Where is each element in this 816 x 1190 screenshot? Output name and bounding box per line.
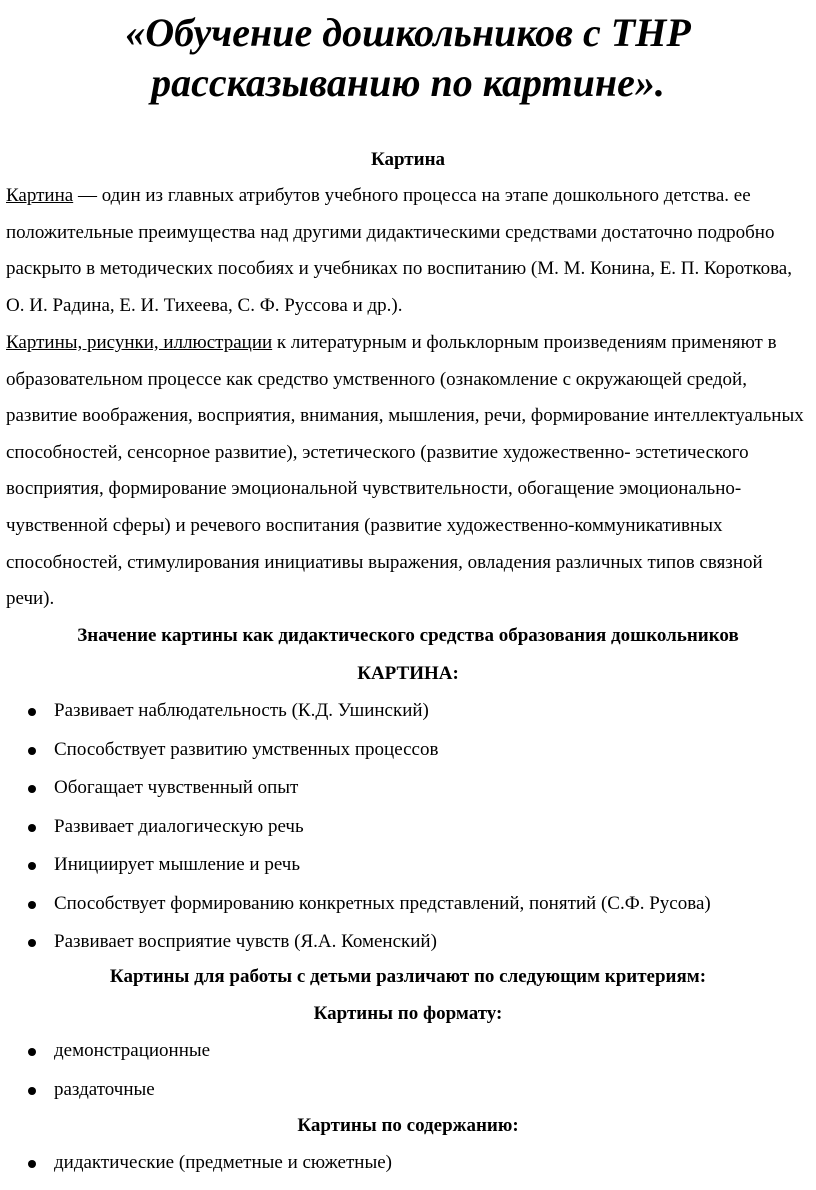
- paragraph-illustrations-text: к литературным и фольклорным произведениям применяют в образовательном процессе как средство умственного (ознакомление с окружающей средой, развитие воображения, восприятия, внимания, мышления, речи, формирование интеллектуальных способностей, сенсорное развитие), эстетического (развитие художественно- эстетического восприятия, формирование эмоциональной чувствительности, обогащение эмоционально-чувственной сферы) и речевого воспитания (развитие художественно-коммуникативных способностей, стимулирования инициативы выражения, овладения различных типов связной речи).: [6, 332, 804, 610]
- list-item: Обогащает чувственный опыт: [0, 776, 816, 815]
- paragraph-kartina: [6, 178, 812, 324]
- bullet-icon: [28, 747, 36, 755]
- subheading-kartina-caps: КАРТИНА:: [357, 663, 459, 684]
- term-kartina: Картина: [6, 185, 74, 206]
- list-item: Развивает диалогическую речь: [0, 815, 816, 854]
- bullet-icon: [28, 1048, 36, 1056]
- bullet-icon: [28, 939, 36, 947]
- list-item: Развивает наблюдательность (К.Д. Ушинский): [0, 699, 816, 738]
- section-heading-didactic-value: Значение картины как дидактического средства образования дошкольников: [77, 625, 739, 646]
- format-list: [0, 1039, 816, 1116]
- kartina-benefits-list: [0, 699, 816, 969]
- list-item: демонстрационные: [0, 1039, 816, 1078]
- subheading-by-content: Картины по содержанию:: [297, 1115, 519, 1136]
- document-title: [0, 8, 816, 108]
- bullet-icon: [28, 1087, 36, 1095]
- term-illustrations: Картины, рисунки, иллюстрации: [6, 332, 273, 353]
- list-item: Способствует развитию умственных процессов: [0, 738, 816, 777]
- paragraph-kartina-text: — один из главных атрибутов учебного процесса на этапе дошкольного детства. ее положительные преимущества над другими дидактическими средствами достаточно подробно раскрыто в методических пособиях и учебниках по воспитанию (М. М. Конина, Е. П. Короткова, О. И. Радина, Е. И. Тихеева, С. Ф. Руссова и др.).: [6, 185, 792, 316]
- bullet-icon: [28, 708, 36, 716]
- section-heading-criteria: Картины для работы с детьми различают по следующим критериям:: [109, 966, 707, 987]
- content-list: [0, 1151, 816, 1190]
- bullet-icon: [28, 901, 36, 909]
- paragraph-illustrations: [6, 325, 812, 618]
- title-line-2: рассказыванию по картине».: [151, 60, 665, 105]
- list-item: Инициирует мышление и речь: [0, 853, 816, 892]
- list-item: Способствует формированию конкретных представлений, понятий (С.Ф. Русова): [0, 892, 816, 931]
- list-item: раздаточные: [0, 1078, 816, 1117]
- bullet-icon: [28, 1160, 36, 1168]
- section-heading-kartina: Картина: [370, 149, 446, 170]
- list-item: Развивает восприятие чувств (Я.А. Коменский): [0, 930, 816, 969]
- bullet-icon: [28, 785, 36, 793]
- title-line-1: «Обучение дошкольников с ТНР: [125, 10, 691, 55]
- bullet-icon: [28, 862, 36, 870]
- subheading-by-format: Картины по формату:: [313, 1003, 503, 1024]
- list-item: дидактические (предметные и сюжетные): [0, 1151, 816, 1190]
- bullet-icon: [28, 824, 36, 832]
